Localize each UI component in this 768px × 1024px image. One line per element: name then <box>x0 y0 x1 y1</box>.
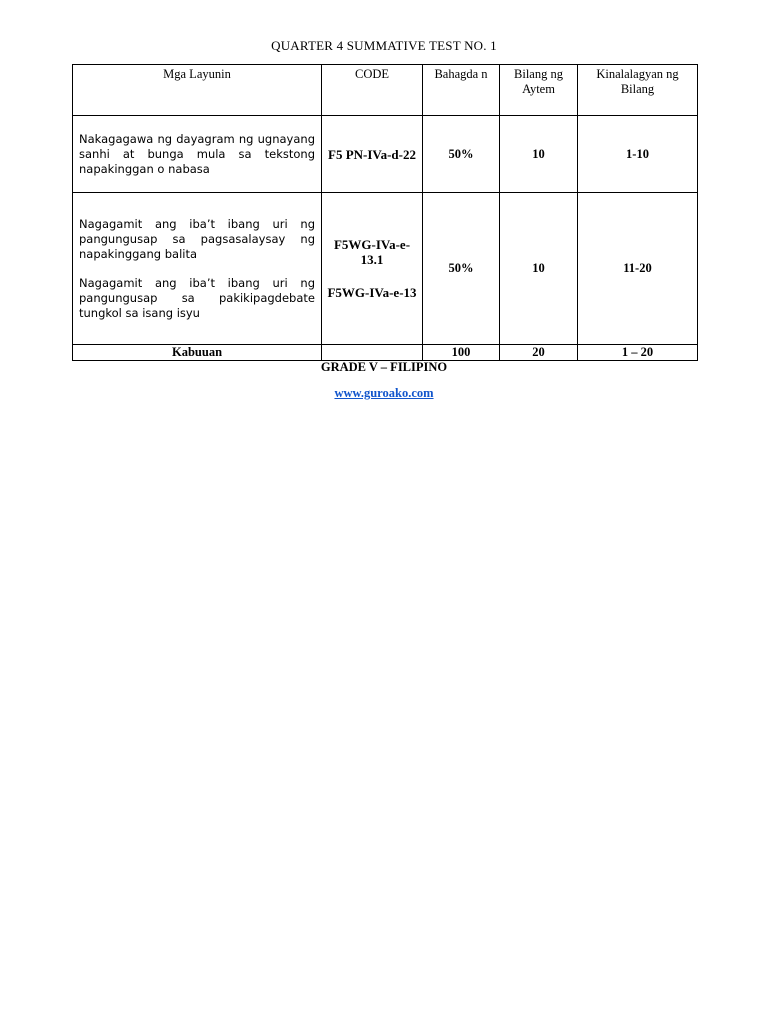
items-cell: 10 <box>500 116 578 193</box>
code-cell <box>322 116 423 193</box>
table-row <box>73 116 698 193</box>
code-text: F5WG-IVa-e-13.1 <box>333 237 411 267</box>
code-cell <box>322 193 423 345</box>
objective-cell <box>73 116 322 193</box>
code-text: F5 PN-IVa-d-22 <box>328 146 416 162</box>
total-label: Kabuuan <box>73 345 322 361</box>
table-row <box>73 193 698 345</box>
header-items: Bilang ng Aytem <box>500 65 578 116</box>
header-code: CODE <box>322 65 423 116</box>
table-of-specifications <box>72 64 698 361</box>
table-header-row <box>73 65 698 116</box>
placement-cell: 11-20 <box>578 193 698 345</box>
objective-text: Nagagamit ang iba’t ibang uri ng pangungusap sa pagsasalaysay ng napakinggang balita <box>79 216 315 261</box>
website-link-container <box>0 386 768 401</box>
objective-text: Nakagagawa ng dayagram ng ugnayang sanhi at bunga mula sa tekstong napakinggan o nabasa <box>79 131 315 176</box>
placement-cell: 1-10 <box>578 116 698 193</box>
percentage-cell: 50% <box>423 116 500 193</box>
percentage-cell: 50% <box>423 193 500 345</box>
total-placement: 1 – 20 <box>578 345 698 361</box>
grade-subject-label: GRADE V – FILIPINO <box>320 360 448 374</box>
total-row <box>73 345 698 361</box>
total-items: 20 <box>500 345 578 361</box>
items-cell: 10 <box>500 193 578 345</box>
objective-text: Nagagamit ang iba’t ibang uri ng pangungusap sa pakikipagdebate tungkol sa isang isyu <box>79 275 315 320</box>
header-percentage: Bahagda n <box>423 65 500 116</box>
header-objectives: Mga Layunin <box>73 65 322 116</box>
code-text: F5WG-IVa-e-13 <box>327 285 417 300</box>
objective-cell <box>73 193 322 345</box>
header-placement: Kinalalagyan ng Bilang <box>578 65 698 116</box>
document-title: QUARTER 4 SUMMATIVE TEST NO. 1 <box>271 38 497 53</box>
total-code <box>322 345 423 361</box>
total-percentage: 100 <box>423 345 500 361</box>
website-link[interactable]: www.guroako.com <box>334 386 434 400</box>
